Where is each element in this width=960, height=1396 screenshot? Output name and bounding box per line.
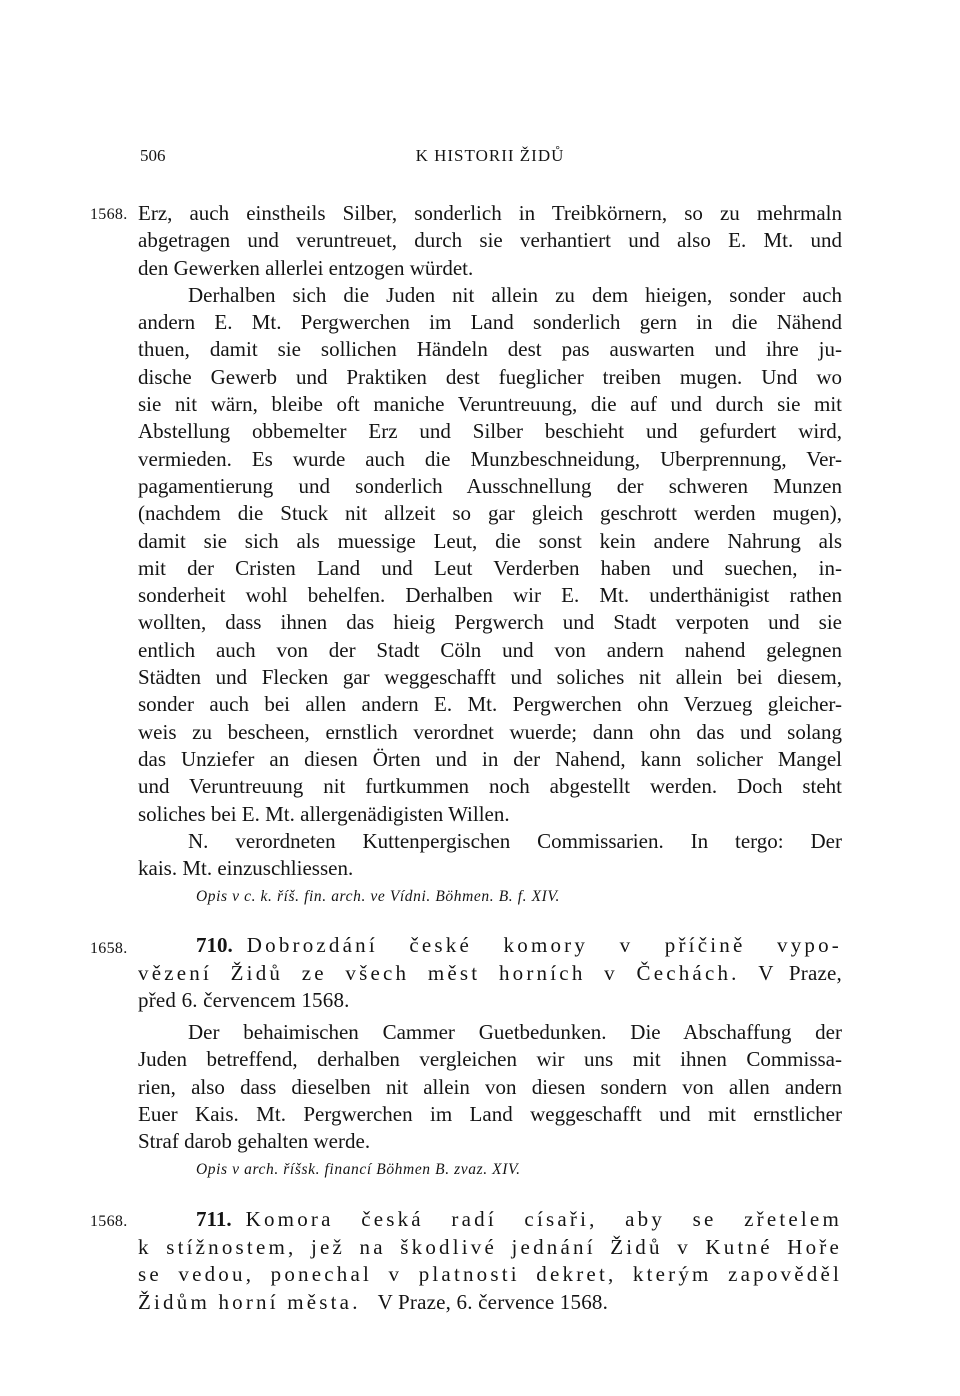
heading-line [138, 960, 842, 988]
text-line: sonderheit wohl behelfen. Derhalben wir E. Mt. underthänigist rathen [138, 583, 842, 608]
entry-number: 710. [196, 933, 233, 957]
text-line: pagamentierung und sonderlich Ausschnellung der schweren Munzen [138, 473, 842, 498]
heading-line: k stížnostem, jež na škodlivé jednání Židů v Kutné Hoře [138, 1234, 842, 1259]
entry-710-body [138, 1019, 842, 1155]
text-line: mit der Cristen Land und Leut Verderben haben und suechen, in- [138, 555, 842, 580]
text-line: Euer Kais. Mt. Pergwerchen im Land weggeschafft und mit ernstlicher [138, 1101, 842, 1126]
entry-number: 711. [196, 1207, 232, 1231]
text-line: Städten und Flecken gar weggeschafft und soliches nit allein bei diesem, [138, 665, 842, 690]
heading-place: V Praze, [758, 960, 842, 985]
page-number: 506 [140, 146, 166, 165]
text-line: dische Gewerb und Praktiken dest fueglicher treiben mugen. Und wo [138, 364, 842, 389]
text-line: wollten, dass ihnen das hieig Pergwerch und Stadt verpoten und sie [138, 610, 842, 635]
text-line: sie nit wärn, bleibe oft maniche Veruntreuung, die auf und durch sie mit [138, 392, 842, 417]
heading-line [138, 1289, 842, 1317]
page-header [140, 146, 840, 170]
text-line: Straf darob gehalten werde. [138, 1129, 371, 1154]
text-line: andern E. Mt. Pergwerchen im Land sonderlich gern in die Nähend [138, 310, 842, 335]
text-line: weis zu bescheen, ernstlich verordnet wuerde; dann ohn das und solang [138, 719, 842, 744]
text-line: Abstellung obbemelter Erz und Silber beschieht und gefurdert wird, [138, 419, 842, 444]
text-line: und Veruntreuung nit furtkummen noch abgestellt werden. Doch steht [138, 774, 842, 799]
text-line: entlich auch von der Stadt Cöln und von andern nahend gelegnen [138, 637, 842, 662]
text-line: abgetragen und veruntreuet, durch sie verhantiert und also E. Mt. und [138, 228, 842, 253]
heading-line: se vedou, ponechal v platnosti dekret, kterým zapověděl [138, 1262, 842, 1286]
text-line: (nachdem die Stuck nit allzeit so gar gleich geschrott werden mugen), [138, 501, 842, 526]
text-line: den Gewerken allerlei entzogen würdet. [138, 255, 474, 280]
continuation-text [138, 200, 842, 882]
text-line: Erz, auch einstheils Silber, sonderlich in Treibkörnern, so zu mehrmaln [138, 201, 842, 225]
heading-text: Dobrozdání české komory v příčině vypo- [246, 933, 842, 957]
signature-line: kais. Mt. einzuschliessen. [138, 856, 354, 881]
margin-year-entry-711: 1568. [90, 1213, 128, 1230]
heading-line [138, 932, 842, 960]
heading-line: před 6. červencem 1568. [138, 988, 350, 1012]
source-note: Opis v arch. říšsk. financí Böhmen B. zvaz. XIV. [196, 1161, 521, 1178]
text-line: Derhalben sich die Juden nit allein zu dem hieigen, sonder auch [188, 282, 842, 307]
heading-place-date: V Praze, 6. července 1568. [377, 1289, 609, 1314]
heading-text: vězení Židů ze všech měst horních v Čechách. [138, 960, 740, 985]
text-line: vermieden. Es wurde auch die Munzbeschneidung, Uberprennung, Ver- [138, 446, 842, 471]
signature-line: N. verordneten Kuttenpergischen Commissarien. In tergo: Der [188, 828, 842, 853]
text-line: thuen, damit sie sollichen Händeln dest pas auswarten und ihre ju- [138, 337, 842, 362]
text-line: soliches bei E. Mt. allergenädigisten Willen. [138, 801, 510, 826]
heading-line [138, 1206, 842, 1234]
text-line: sonder auch bei allen andern E. Mt. Pergwerchen ohn Verzueg gleicher- [138, 692, 842, 717]
heading-text: Komora česká radí císaři, aby se zřetelem [245, 1207, 842, 1231]
source-note: Opis v c. k. říš. fin. arch. ve Vídni. Böhmen. B. f. XIV. [196, 888, 560, 905]
entry-711-heading [138, 1206, 842, 1316]
text-line: damit sie sich als muessige Leut, die sonst kein andere Nahrung als [138, 528, 842, 553]
text-line: Juden betreffend, derhalben vergleichen wir uns mit ihnen Commissa- [138, 1047, 842, 1072]
text-line: das Unziefer an diesen Örten und in der Nahend, kann solicher Mangel [138, 746, 842, 771]
entry-710-heading [138, 932, 842, 1015]
text-line: rien, also dass dieselben nit allein von diesen sondern von allen andern [138, 1074, 842, 1099]
margin-year-entry-710: 1658. [90, 940, 128, 957]
margin-year-first: 1568. [90, 206, 128, 223]
running-head: K HISTORII ŽIDŮ [415, 146, 565, 165]
text-line: Der behaimischen Cammer Guetbedunken. Die Abschaffung der [188, 1020, 842, 1044]
heading-text: Židům horní města. [138, 1289, 361, 1314]
